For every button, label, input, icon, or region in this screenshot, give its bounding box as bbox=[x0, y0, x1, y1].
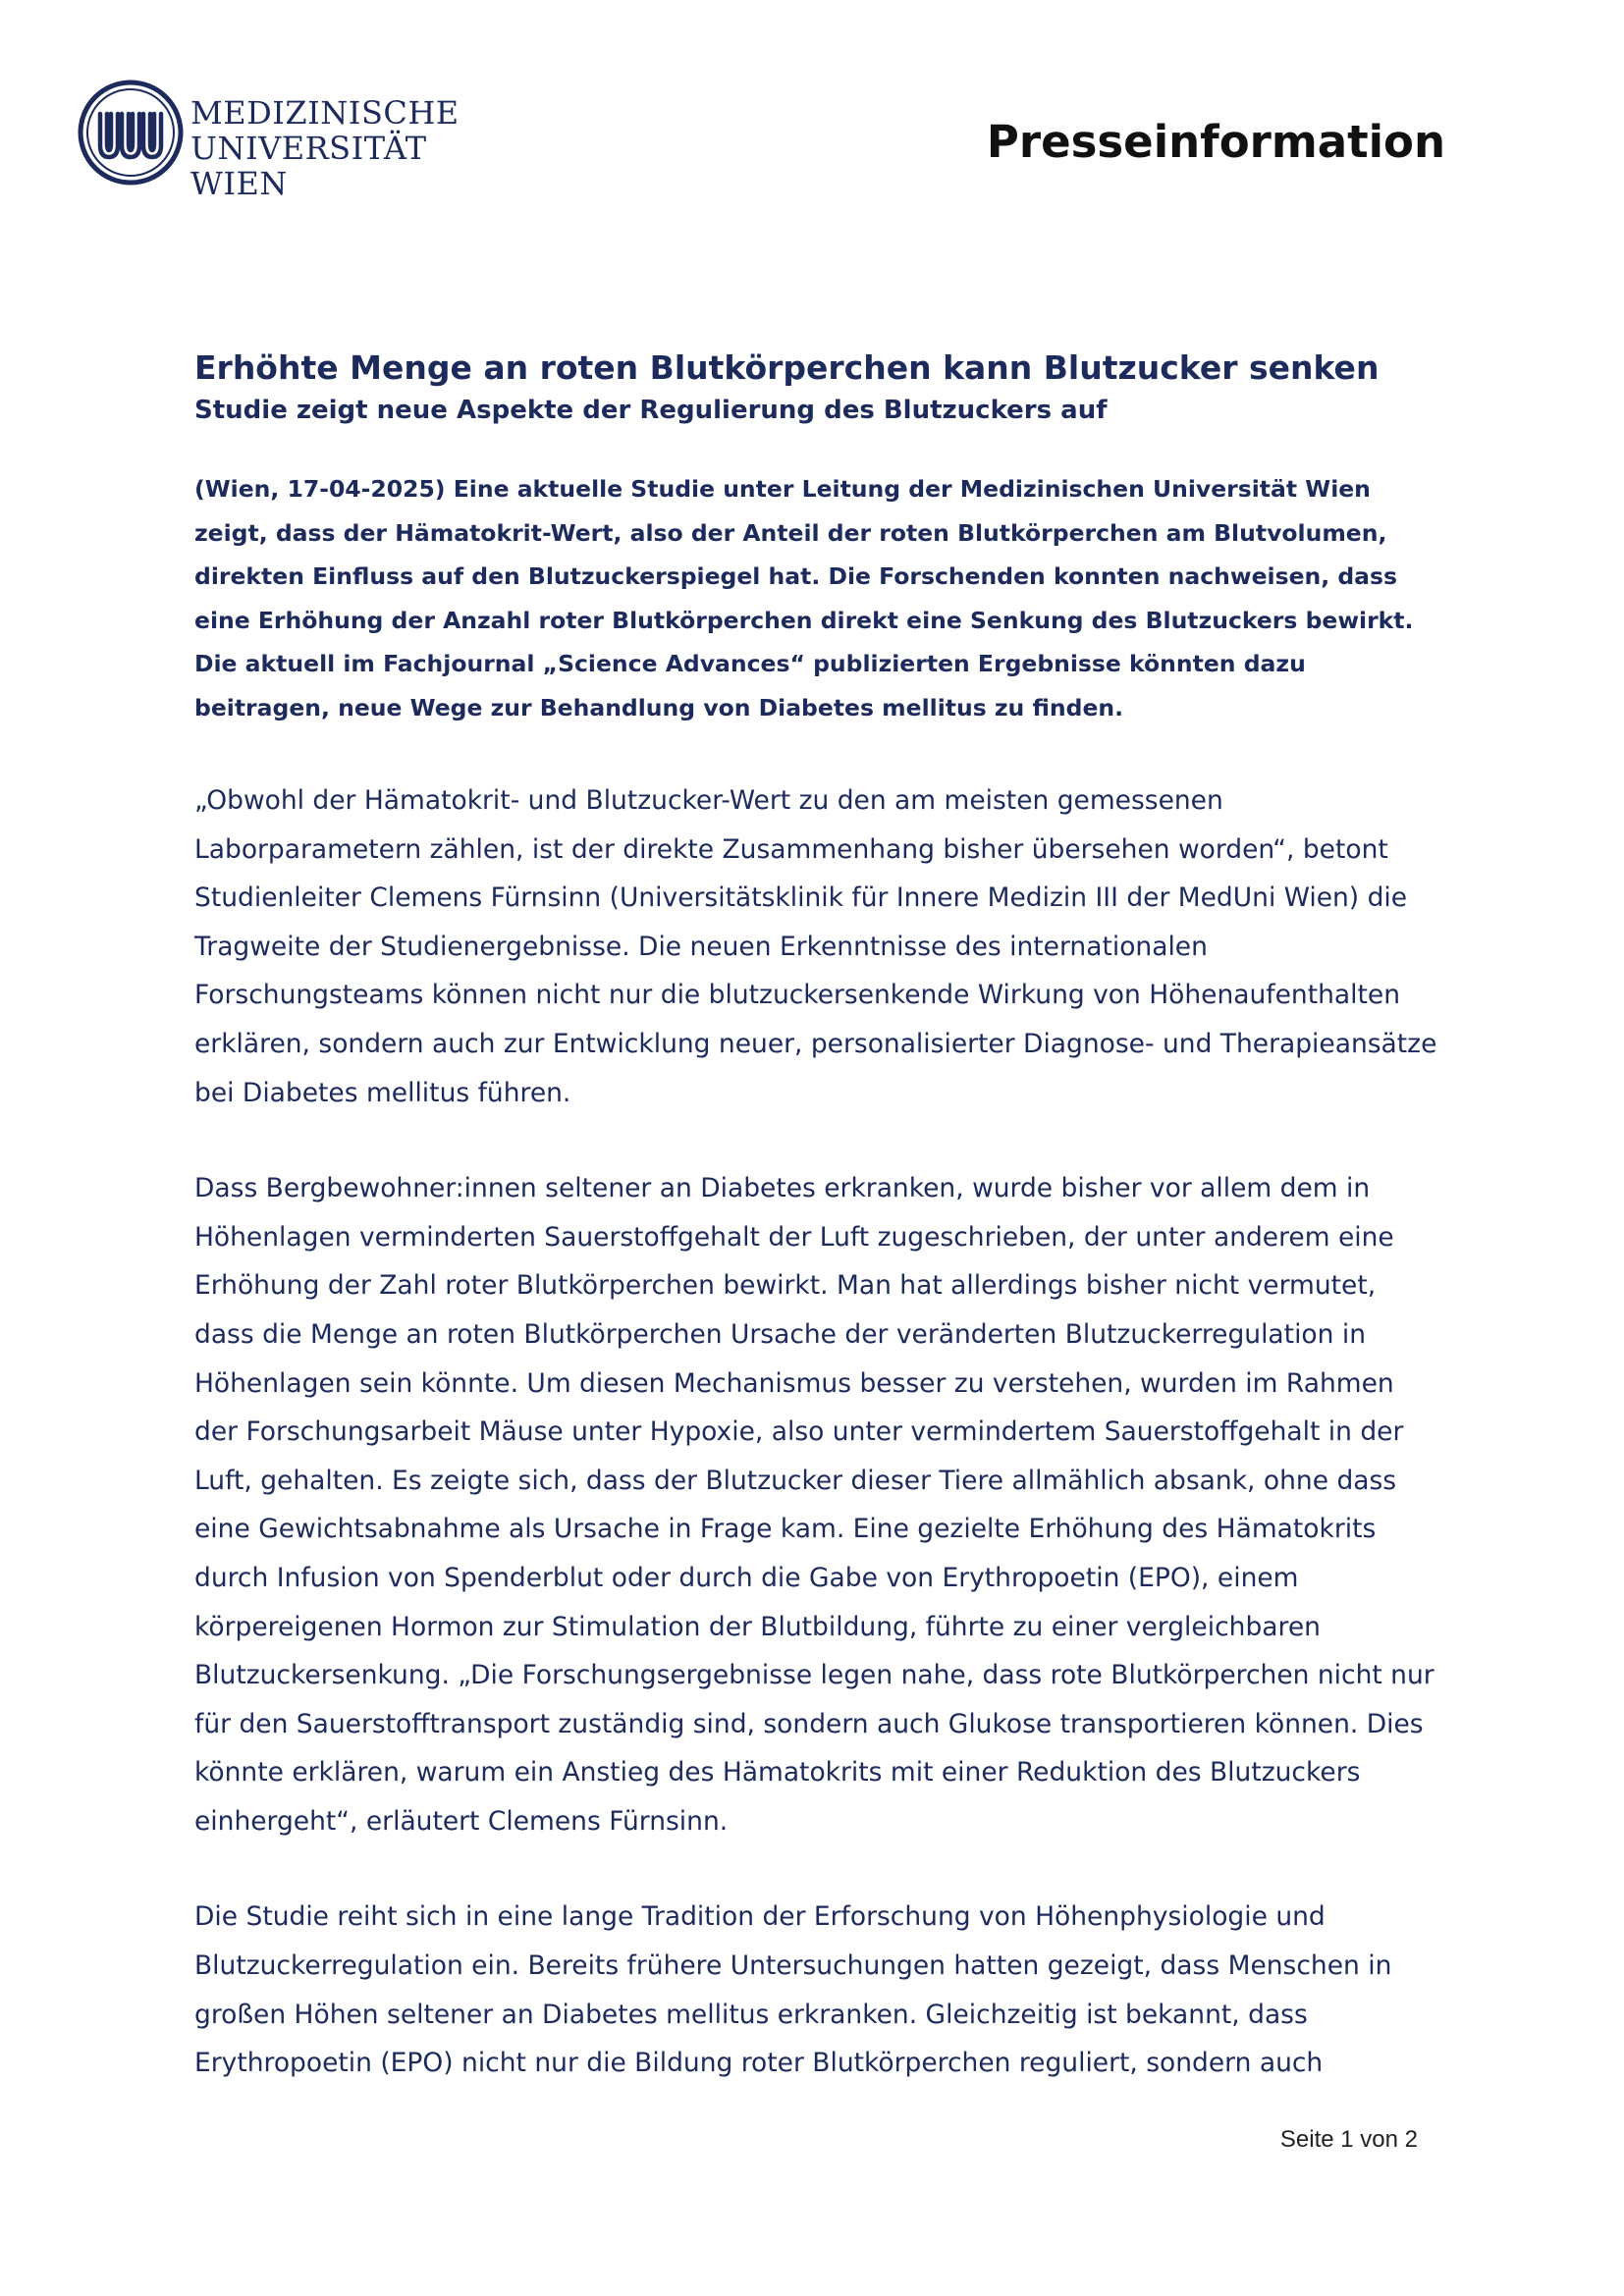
university-logo bbox=[77, 79, 528, 202]
logo-line-2: UNIVERSITÄT WIEN bbox=[190, 130, 427, 202]
body-paragraph: Dass Bergbewohner:innen seltener an Diabetes erkranken, wurde bisher vor allem dem in Höhenlagen verminderten Sauerstoffgehalt der Luft zugeschrieben, der unter anderem eine Erhöhung der Zahl roter Blutkörperchen bewirkt. Man hat allerdings bisher nicht vermutet, dass die Menge an roten Blutkörperchen Ursache der veränderten Blutzuckerregulation in Höhenlagen sein könnte. Um diesen Mechanismus besser zu verstehen, wurden im Rahmen der Forschungsarbeit Mäuse unter Hypoxie, also unter vermindertem Sauerstoffgehalt in der Luft, gehalten. Es zeigte sich, dass der Blutzucker dieser Tiere allmählich absank, ohne dass eine Gewichtsabnahme als Ursache in Frage kam. Eine gezielte Erhöhung des Hämatokrits durch Infusion von Spenderblut oder durch die Gabe von Erythropoetin (EPO), einem körpereigenen Hormon zur Stimulation der Blutbildung, führte zu einer vergleichbaren Blutzuckersenkung. „Die Forschungsergebnisse legen nahe, dass rote Blutkörperchen nicht nur für den Sauerstofftransport zuständig sind, sondern auch Glukose transportieren können. Dies könnte erklären, warum ein Anstieg des Hämatokrits mit einer Reduktion des Blutzuckers einhergeht“, erläutert Clemens Fürnsinn. bbox=[194, 1173, 1435, 1837]
logo-line-1: MEDIZINISCHE bbox=[190, 94, 460, 132]
article-title: Erhöhte Menge an roten Blutkörperchen kann Blutzucker senken bbox=[194, 348, 1380, 387]
article-subtitle: Studie zeigt neue Aspekte der Regulierung des Blutzuckers auf bbox=[194, 396, 1108, 425]
body-paragraph: Die Studie reiht sich in eine lange Tradition der Erforschung von Höhenphysiologie und Blutzuckerregulation ein. Bereits frühere Untersuchungen hatten gezeigt, dass Menschen in großen Höhen seltener an Diabetes mellitus erkranken. Gleichzeitig ist bekannt, dass Erythropoetin (EPO) nicht nur die Bildung roter Blutkörperchen reguliert, sondern auch bbox=[194, 1901, 1392, 2079]
logo-wordmark bbox=[190, 95, 528, 201]
page-number: Seite 1 von 2 bbox=[1279, 2126, 1418, 2153]
article-body bbox=[194, 346, 1439, 2088]
body-paragraph: „Obwohl der Hämatokrit- und Blutzucker-Wert zu den am meisten gemessenen Laborparametern zählen, ist der direkte Zusammenhang bisher übersehen worden“, betont Studienleiter Clemens Fürnsinn (Universitätsklinik für Innere Medizin III der MedUni Wien) die Tragweite der Studienergebnisse. Die neuen Erkenntnisse des internationalen Forschungsteams können nicht nur die blutzuckersenkende Wirkung von Höhenaufenthalten erklären, sondern auch zur Entwicklung neuer, personalisierter Diagnose- und Therapieansätze bei Diabetes mellitus führen. bbox=[194, 785, 1437, 1108]
document-type-heading: Presseinformation bbox=[986, 116, 1445, 168]
meduni-wien-logo-icon bbox=[77, 79, 185, 187]
lead-paragraph: (Wien, 17-04-2025) Eine aktuelle Studie unter Leitung der Medizinischen Universität Wien zeigt, dass der Hämatokrit-Wert, also der Anteil der roten Blutkörperchen am Blutvolumen, direkten Einfluss auf den Blutzuckerspiegel hat. Die Forschenden konnten nachweisen, dass eine Erhöhung der Anzahl roter Blutkörperchen direkt eine Senkung des Blutzuckers bewirkt. Die aktuell im Fachjournal „Science Advances“ publizierten Ergebnisse könnten dazu beitragen, neue Wege zur Behandlung von Diabetes mellitus zu finden. bbox=[194, 475, 1414, 721]
